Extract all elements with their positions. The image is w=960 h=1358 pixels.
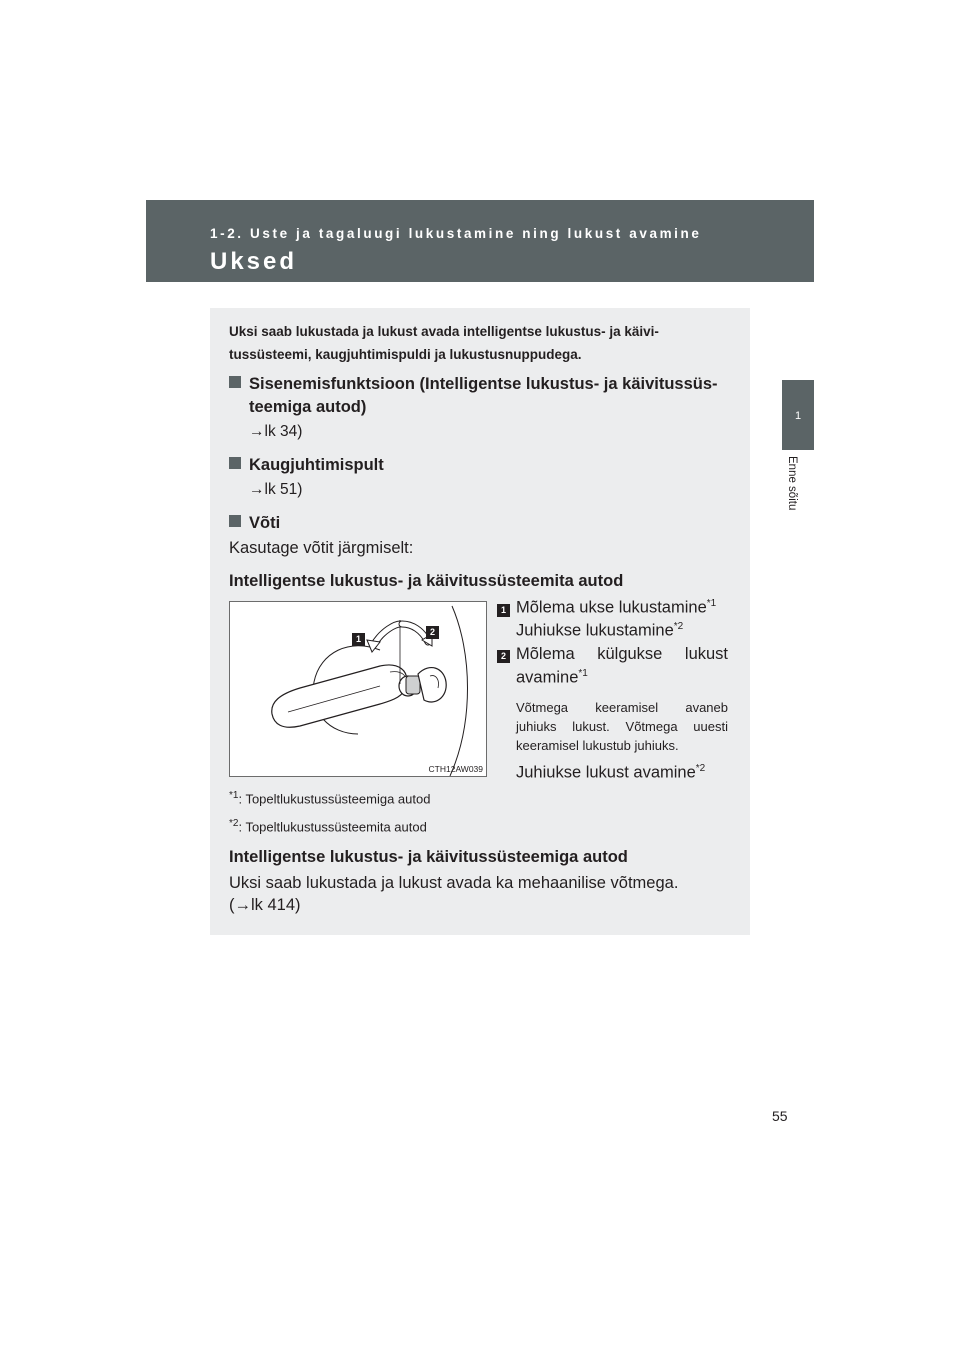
heading-text: Sisenemisfunktsioon (Intelligentse lukustus- ja käivitussüs-: [249, 375, 718, 393]
heading-key: [229, 514, 280, 533]
door-handle-drawing: [230, 602, 486, 776]
with-system-line1: Uksi saab lukustada ja lukust avada ka mehaanilise võtmega.: [229, 874, 679, 892]
item2-line2-text: avamine: [516, 668, 579, 687]
chapter-label: Enne sõitu: [786, 456, 798, 511]
heading-with-system: Intelligentse lukustus- ja käivitussüsteemiga autod: [229, 848, 628, 866]
footnote-mark: *1: [229, 790, 239, 801]
page-reference: (→lk 414): [229, 896, 301, 914]
door-handle-illustration: [229, 601, 487, 777]
footnote-ref: *2: [673, 621, 684, 632]
content-box: [210, 308, 750, 935]
item1-line1: [516, 598, 716, 618]
footnote-mark: *2: [229, 818, 239, 829]
heading-text: Kaugjuhtimispult: [249, 456, 384, 474]
item-marker-2: 2: [497, 650, 510, 663]
item1-line2: [516, 621, 683, 641]
item2-line1: Mõlema külgukse lukust: [516, 645, 728, 663]
page-title: Uksed: [210, 248, 298, 275]
footnote-1: [229, 790, 430, 806]
section-header: [146, 200, 814, 282]
item2-line3: [516, 763, 705, 783]
heading-text: Võti: [249, 514, 281, 532]
chapter-number: 1: [794, 410, 802, 422]
section-subtitle: 1-2. Uste ja tagaluugi lukustamine ning lukust avamine: [210, 226, 702, 241]
heading-entry-function-cont: teemiga autod): [249, 398, 367, 416]
page-number: 55: [772, 1108, 788, 1124]
footnote-ref: *1: [578, 668, 588, 679]
intro-line-1: Uksi saab lukustada ja lukust avada intelligentse lukustus- ja käivi-: [229, 324, 659, 339]
figure-label-1: 1: [352, 633, 365, 646]
item1-line2-text: Juhiukse lukustamine: [516, 621, 674, 640]
item2-note1: Võtmega keeramisel avaneb: [516, 700, 728, 715]
item1-line1-text: Mõlema ukse lukustamine: [516, 598, 707, 617]
page-reference: →lk 51): [249, 481, 303, 498]
footnote-text: : Topeltlukustussüsteemiga autod: [238, 791, 431, 807]
item-marker-1: 1: [497, 604, 510, 617]
chapter-tab: [782, 380, 814, 450]
figure-code: CTH12AW039: [428, 764, 483, 774]
item2-note3: keeramisel lukustub juhiuks.: [516, 738, 679, 753]
key-usage-text: Kasutage võtit järgmiselt:: [229, 539, 414, 557]
square-bullet-icon: [229, 376, 241, 388]
heading-remote-control: [229, 456, 384, 475]
square-bullet-icon: [229, 515, 241, 527]
figure-label-2: 2: [426, 626, 439, 639]
item2-line2: [516, 668, 588, 688]
item2-line3-text: Juhiukse lukust avamine: [516, 763, 696, 782]
footnote-ref: *2: [695, 763, 706, 774]
heading-without-system: Intelligentse lukustus- ja käivitussüsteemita autod: [229, 572, 624, 590]
page-reference: →lk 34): [249, 423, 303, 440]
heading-entry-function: [229, 375, 718, 394]
footnote-ref: *1: [706, 598, 717, 609]
square-bullet-icon: [229, 457, 241, 469]
chapter-side-label: [782, 456, 814, 536]
item2-note2: juhiuks lukust. Võtmega uuesti: [516, 719, 728, 734]
footnote-text: : Topeltlukustussüsteemita autod: [238, 819, 427, 835]
footnote-2: [229, 818, 427, 834]
intro-line-2: tussüsteemi, kaugjuhtimispuldi ja lukustusnuppudega.: [229, 347, 582, 362]
